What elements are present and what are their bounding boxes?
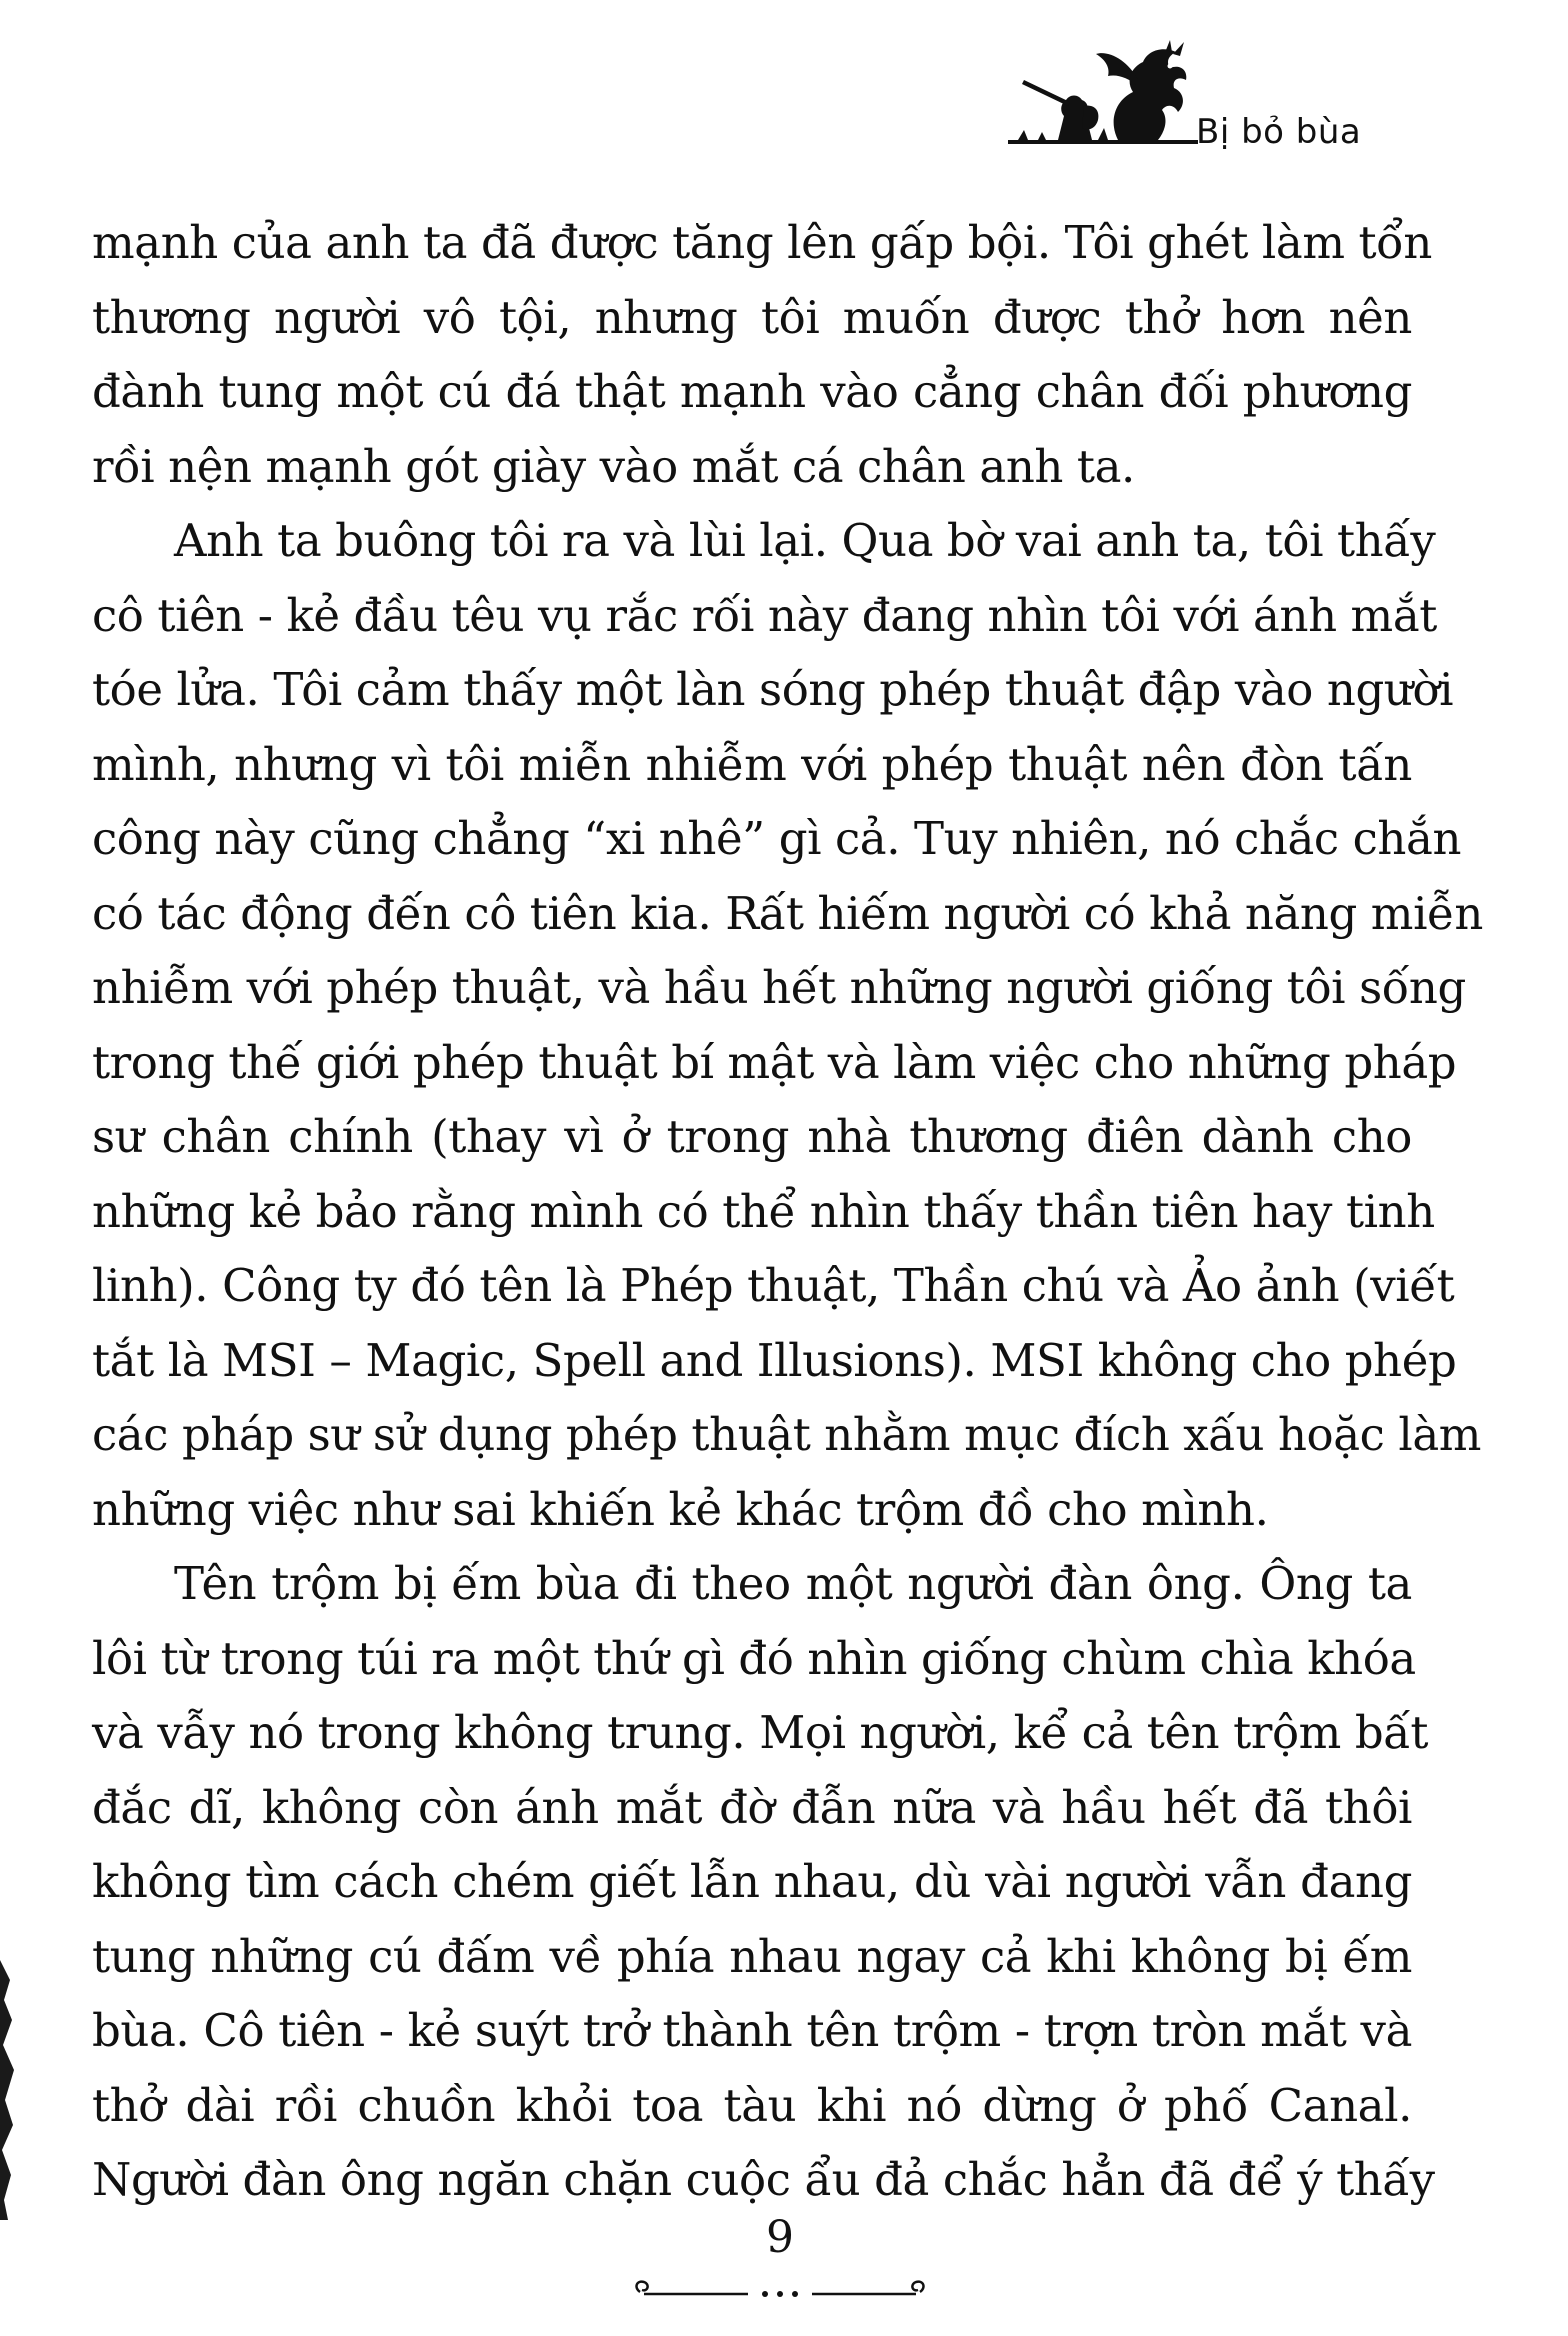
body-text (92, 206, 1483, 2218)
text-line: mình, nhưng vì tôi miễn nhiễm với phép thuật nên đòn tấn (92, 737, 1412, 791)
text-line: các pháp sư sử dụng phép thuật nhằm mục đích xấu hoặc làm (92, 1408, 1482, 1461)
text-line: Người đàn ông ngăn chặn cuộc ẩu đả chắc hẳn đã để ý thấy (92, 2153, 1435, 2206)
text-line: cô tiên - kẻ đầu têu vụ rắc rối này đang nhìn tôi với ánh mắt (92, 588, 1437, 642)
text-line: những việc như sai khiến kẻ khác trộm đồ cho mình. (92, 1482, 1269, 1536)
text-line: đắc dĩ, không còn ánh mắt đờ đẫn nữa và hầu hết đã thôi (92, 1780, 1412, 1834)
text-line: công này cũng chẳng “xi nhê” gì cả. Tuy nhiên, nó chắc chắn (92, 812, 1462, 865)
text-line: và vẫy nó trong không trung. Mọi người, kể cả tên trộm bất (92, 1706, 1429, 1759)
text-line: thương người vô tội, nhưng tôi muốn được thở hơn nên (92, 290, 1412, 344)
text-line: nhiễm với phép thuật, và hầu hết những người giống tôi sống (92, 961, 1466, 1014)
text-line: linh). Công ty đó tên là Phép thuật, Thần chú và Ảo ảnh (viết (92, 1259, 1455, 1312)
text-line: bùa. Cô tiên - kẻ suýt trở thành tên trộm - trợn tròn mắt và (92, 2004, 1412, 2057)
text-line: Tên trộm bị ếm bùa đi theo một người đàn ông. Ông ta (174, 1557, 1412, 1610)
text-line: lôi từ trong túi ra một thứ gì đó nhìn giống chùm chìa khóa (92, 1631, 1416, 1685)
page-footer (630, 2212, 930, 2322)
dragon-knight-icon (998, 40, 1198, 160)
page-number: 9 (766, 2212, 794, 2263)
text-line: có tác động đến cô tiên kia. Rất hiếm người có khả năng miễn (92, 886, 1483, 940)
text-line: rồi nện mạnh gót giày vào mắt cá chân anh ta. (92, 439, 1135, 493)
text-line: trong thế giới phép thuật bí mật và làm việc cho những pháp (92, 1035, 1457, 1089)
text-line: tóe lửa. Tôi cảm thấy một làn sóng phép thuật đập vào người (92, 663, 1454, 716)
text-line: sư chân chính (thay vì ở trong nhà thương điên dành cho (92, 1110, 1412, 1163)
text-line: không tìm cách chém giết lẫn nhau, dù vài người vẫn đang (92, 1855, 1412, 1908)
text-line: Anh ta buông tôi ra và lùi lại. Qua bờ vai anh ta, tôi thấy (174, 514, 1436, 567)
text-line: tung những cú đấm về phía nhau ngay cả khi không bị ếm (92, 1929, 1412, 1983)
page-edge-shadow (0, 1960, 18, 2220)
text-line: đành tung một cú đá thật mạnh vào cẳng chân đối phương (92, 365, 1412, 418)
text-line: thở dài rồi chuồn khỏi toa tàu khi nó dừng ở phố Canal. (92, 2078, 1412, 2132)
text-line: những kẻ bảo rằng mình có thể nhìn thấy thần tiên hay tinh (92, 1184, 1435, 1238)
text-line: tắt là MSI – Magic, Spell and Illusions). MSI không cho phép (92, 1333, 1457, 1387)
scroll-divider-icon (630, 2270, 930, 2310)
running-header-title: Bị bỏ bùa (1196, 112, 1362, 152)
running-header (998, 40, 1418, 160)
text-line: mạnh của anh ta đã được tăng lên gấp bội. Tôi ghét làm tổn (92, 216, 1432, 269)
